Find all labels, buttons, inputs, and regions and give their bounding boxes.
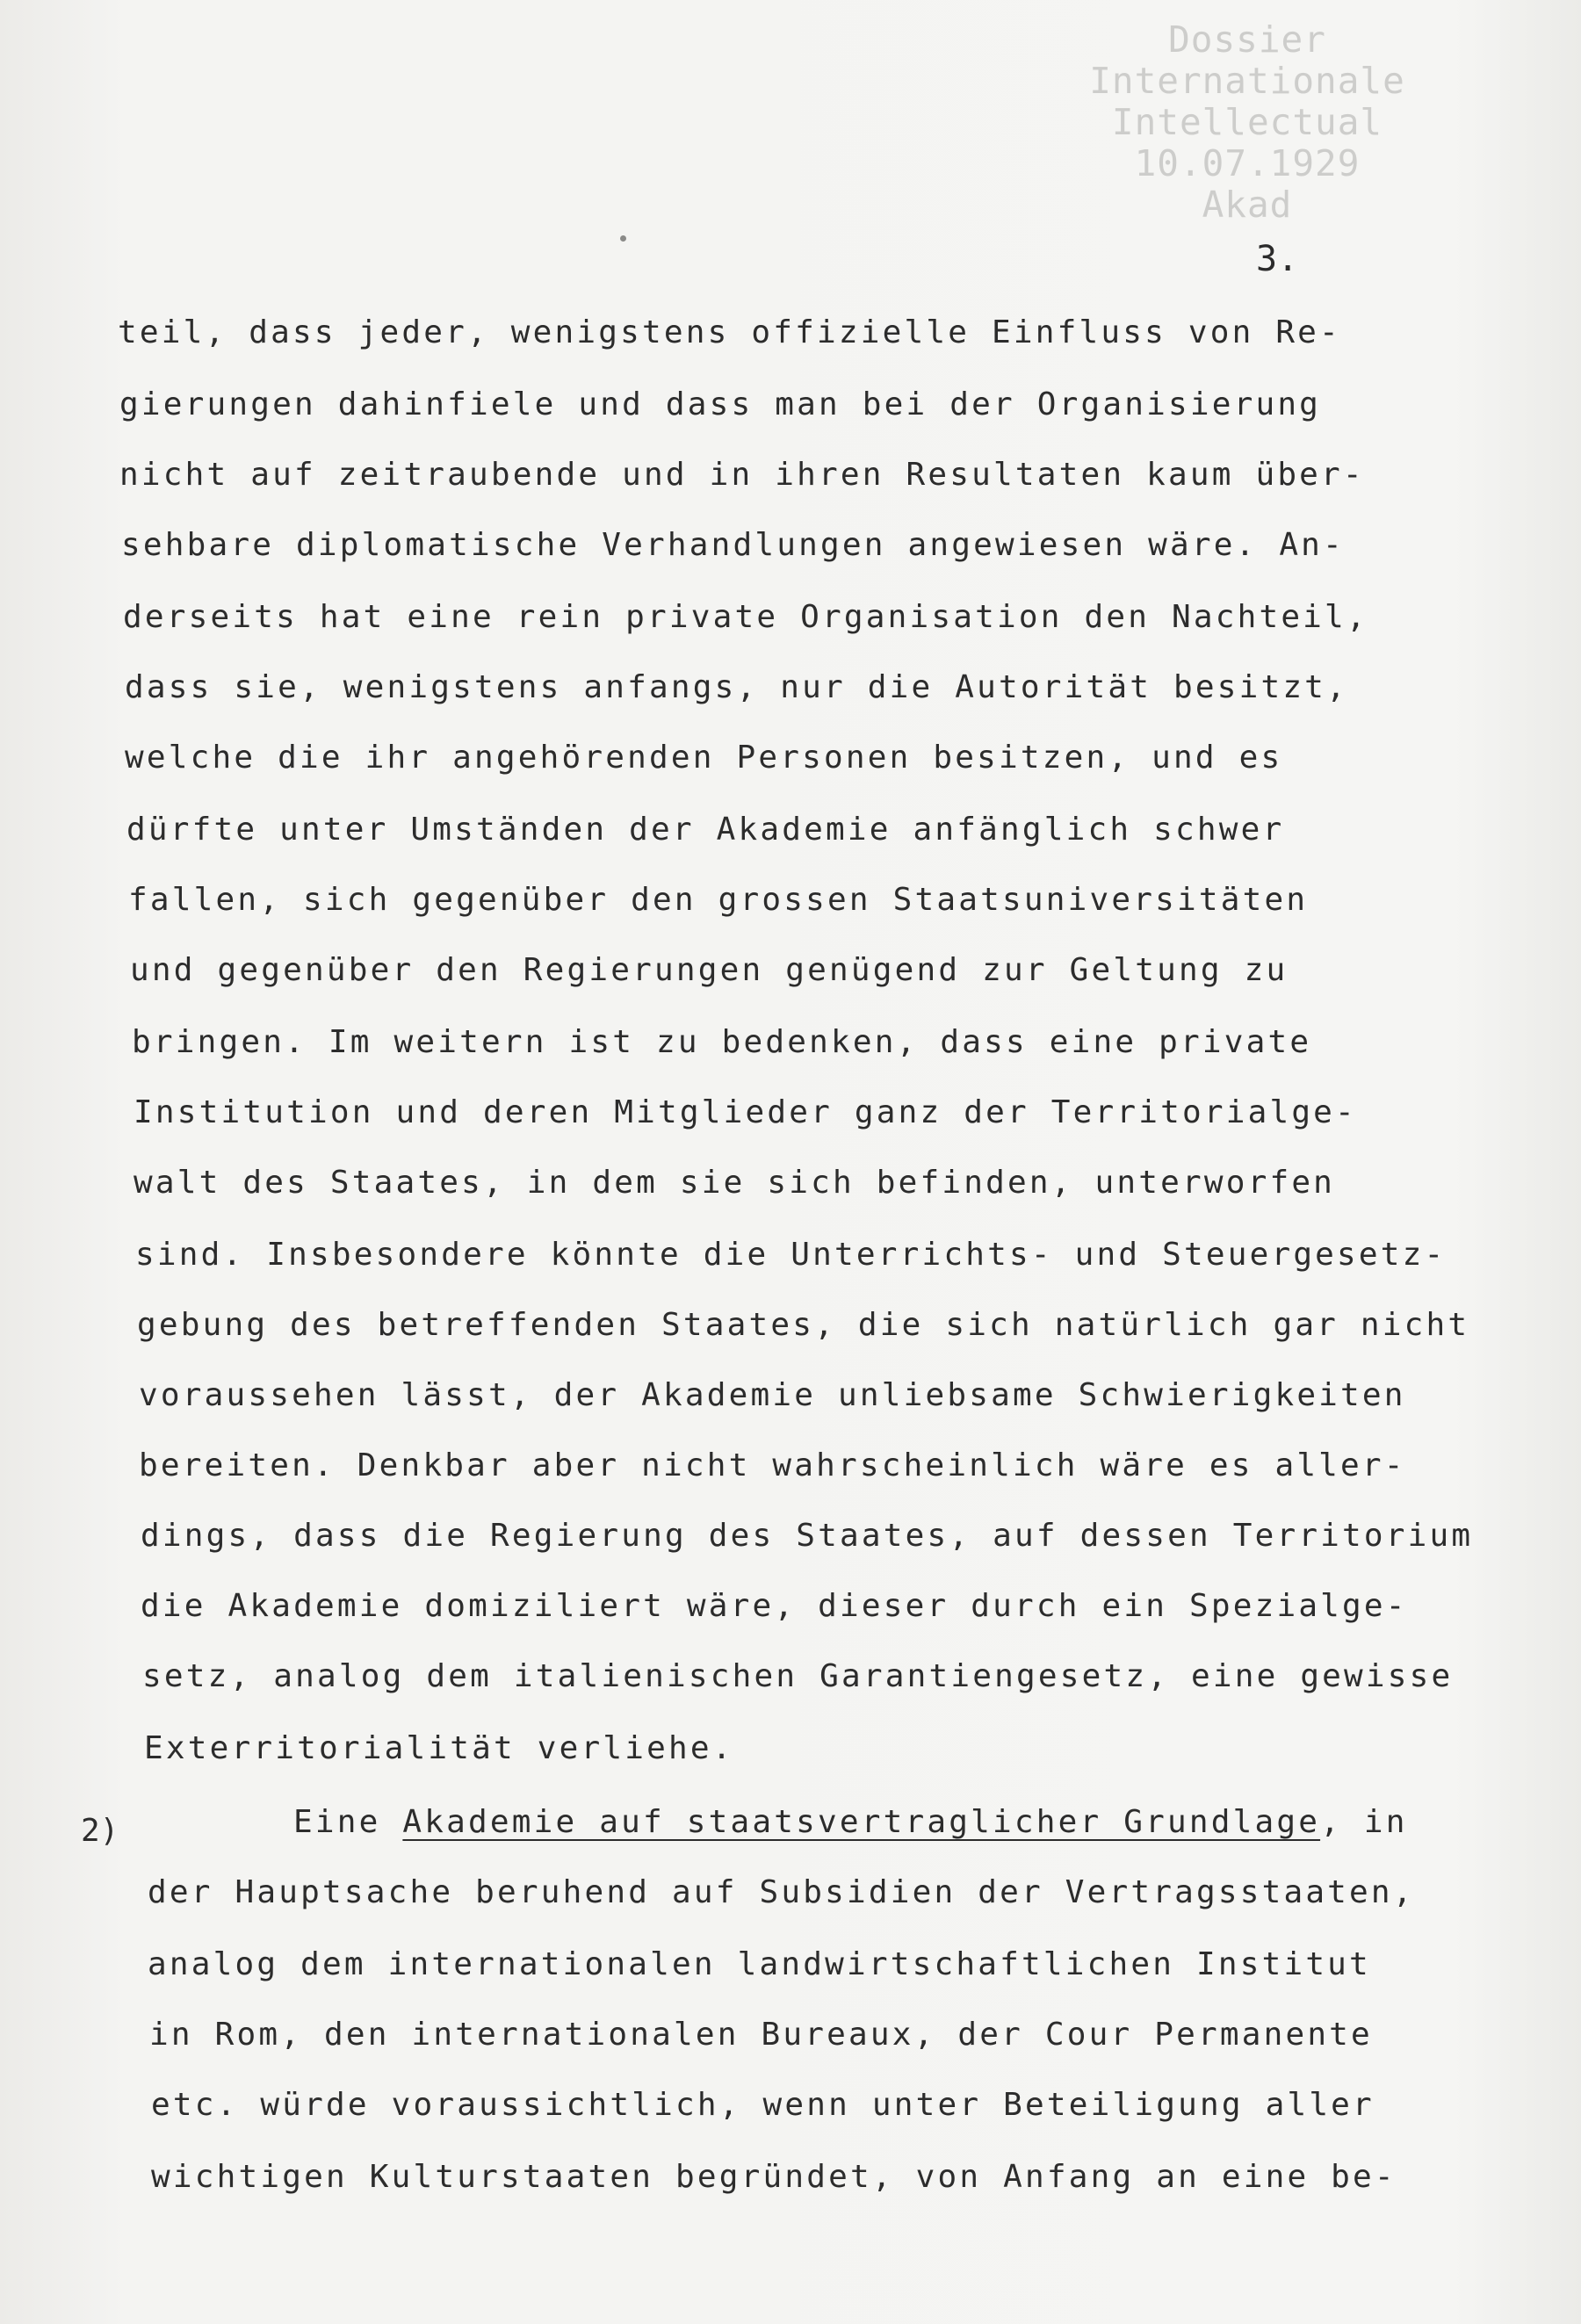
text-line: in Rom, den internationalen Bureaux, der Cour Permanente bbox=[149, 2017, 1373, 2053]
page-number: 3. bbox=[1256, 239, 1299, 279]
text-line: gebung des betreffenden Staates, die sich natürlich gar nicht bbox=[137, 1307, 1470, 1343]
text-line: Exterritorialität verliehe. bbox=[144, 1730, 734, 1766]
text-line: bereiten. Denkbar aber nicht wahrscheinlich wäre es aller- bbox=[139, 1447, 1406, 1483]
text-line: sind. Insbesondere könnte die Unterrichts- und Steuergesetz- bbox=[135, 1237, 1447, 1273]
text-line: etc. würde voraussichtlich, wenn unter Beteiligung aller bbox=[151, 2087, 1375, 2123]
text-line: dass sie, wenigstens anfangs, nur die Autorität besitzt, bbox=[125, 669, 1348, 705]
archive-stamp-line: Dossier bbox=[1168, 18, 1326, 61]
heading-suffix: , in bbox=[1320, 1804, 1408, 1840]
text-line: voraussehen lässt, der Akademie unliebsame Schwierigkeiten bbox=[139, 1377, 1406, 1413]
archive-stamp-line: Akad bbox=[1202, 184, 1293, 226]
list-marker: 2) bbox=[81, 1813, 119, 1849]
text-line: walt des Staates, in dem sie sich befinden, unterworfen bbox=[134, 1165, 1336, 1201]
text-line: teil, dass jeder, wenigstens offizielle Einfluss von Re- bbox=[118, 314, 1341, 350]
heading-prefix: Eine bbox=[293, 1804, 403, 1840]
archive-stamp-line: Intellectual bbox=[1111, 101, 1383, 143]
section-heading-line bbox=[293, 1804, 1408, 1840]
text-line: und gegenüber den Regierungen genügend zur Geltung zu bbox=[130, 952, 1289, 988]
section-heading: Akademie auf staatsvertraglicher Grundlage bbox=[402, 1804, 1321, 1840]
text-line: wichtigen Kulturstaaten begründet, von Anfang an eine be- bbox=[151, 2159, 1397, 2195]
text-line: dürfte unter Umständen der Akademie anfänglich schwer bbox=[126, 812, 1285, 848]
text-line: bringen. Im weitern ist zu bedenken, dass eine private bbox=[132, 1024, 1312, 1060]
text-line: analog dem internationalen landwirtschaftlichen Institut bbox=[148, 1946, 1371, 1982]
text-line: nicht auf zeitraubende und in ihren Resultaten kaum über- bbox=[119, 457, 1365, 493]
text-line: fallen, sich gegenüber den grossen Staatsuniversitäten bbox=[128, 882, 1309, 918]
text-line: der Hauptsache beruhend auf Subsidien der Vertragsstaaten, bbox=[148, 1874, 1415, 1910]
text-line: welche die ihr angehörenden Personen besitzen, und es bbox=[125, 740, 1283, 776]
archive-stamp-line: 10.07.1929 bbox=[1134, 142, 1361, 184]
text-line: Institution und deren Mitglieder ganz der Territorialge- bbox=[134, 1094, 1357, 1130]
text-line: dings, dass die Regierung des Staates, auf dessen Territorium bbox=[141, 1518, 1474, 1554]
text-line: setz, analog dem italienischen Garantiengesetz, eine gewisse bbox=[142, 1658, 1454, 1694]
text-line: gierungen dahinfiele und dass man bei der Organisierung bbox=[119, 386, 1322, 422]
text-line: die Akademie domiziliert wäre, dieser durch ein Spezialge- bbox=[141, 1588, 1408, 1624]
text-line: sehbare diplomatische Verhandlungen angewiesen wäre. An- bbox=[121, 527, 1345, 563]
archive-stamp-line: Internationale bbox=[1089, 60, 1405, 102]
text-line: derseits hat eine rein private Organisation den Nachteil, bbox=[123, 599, 1368, 635]
